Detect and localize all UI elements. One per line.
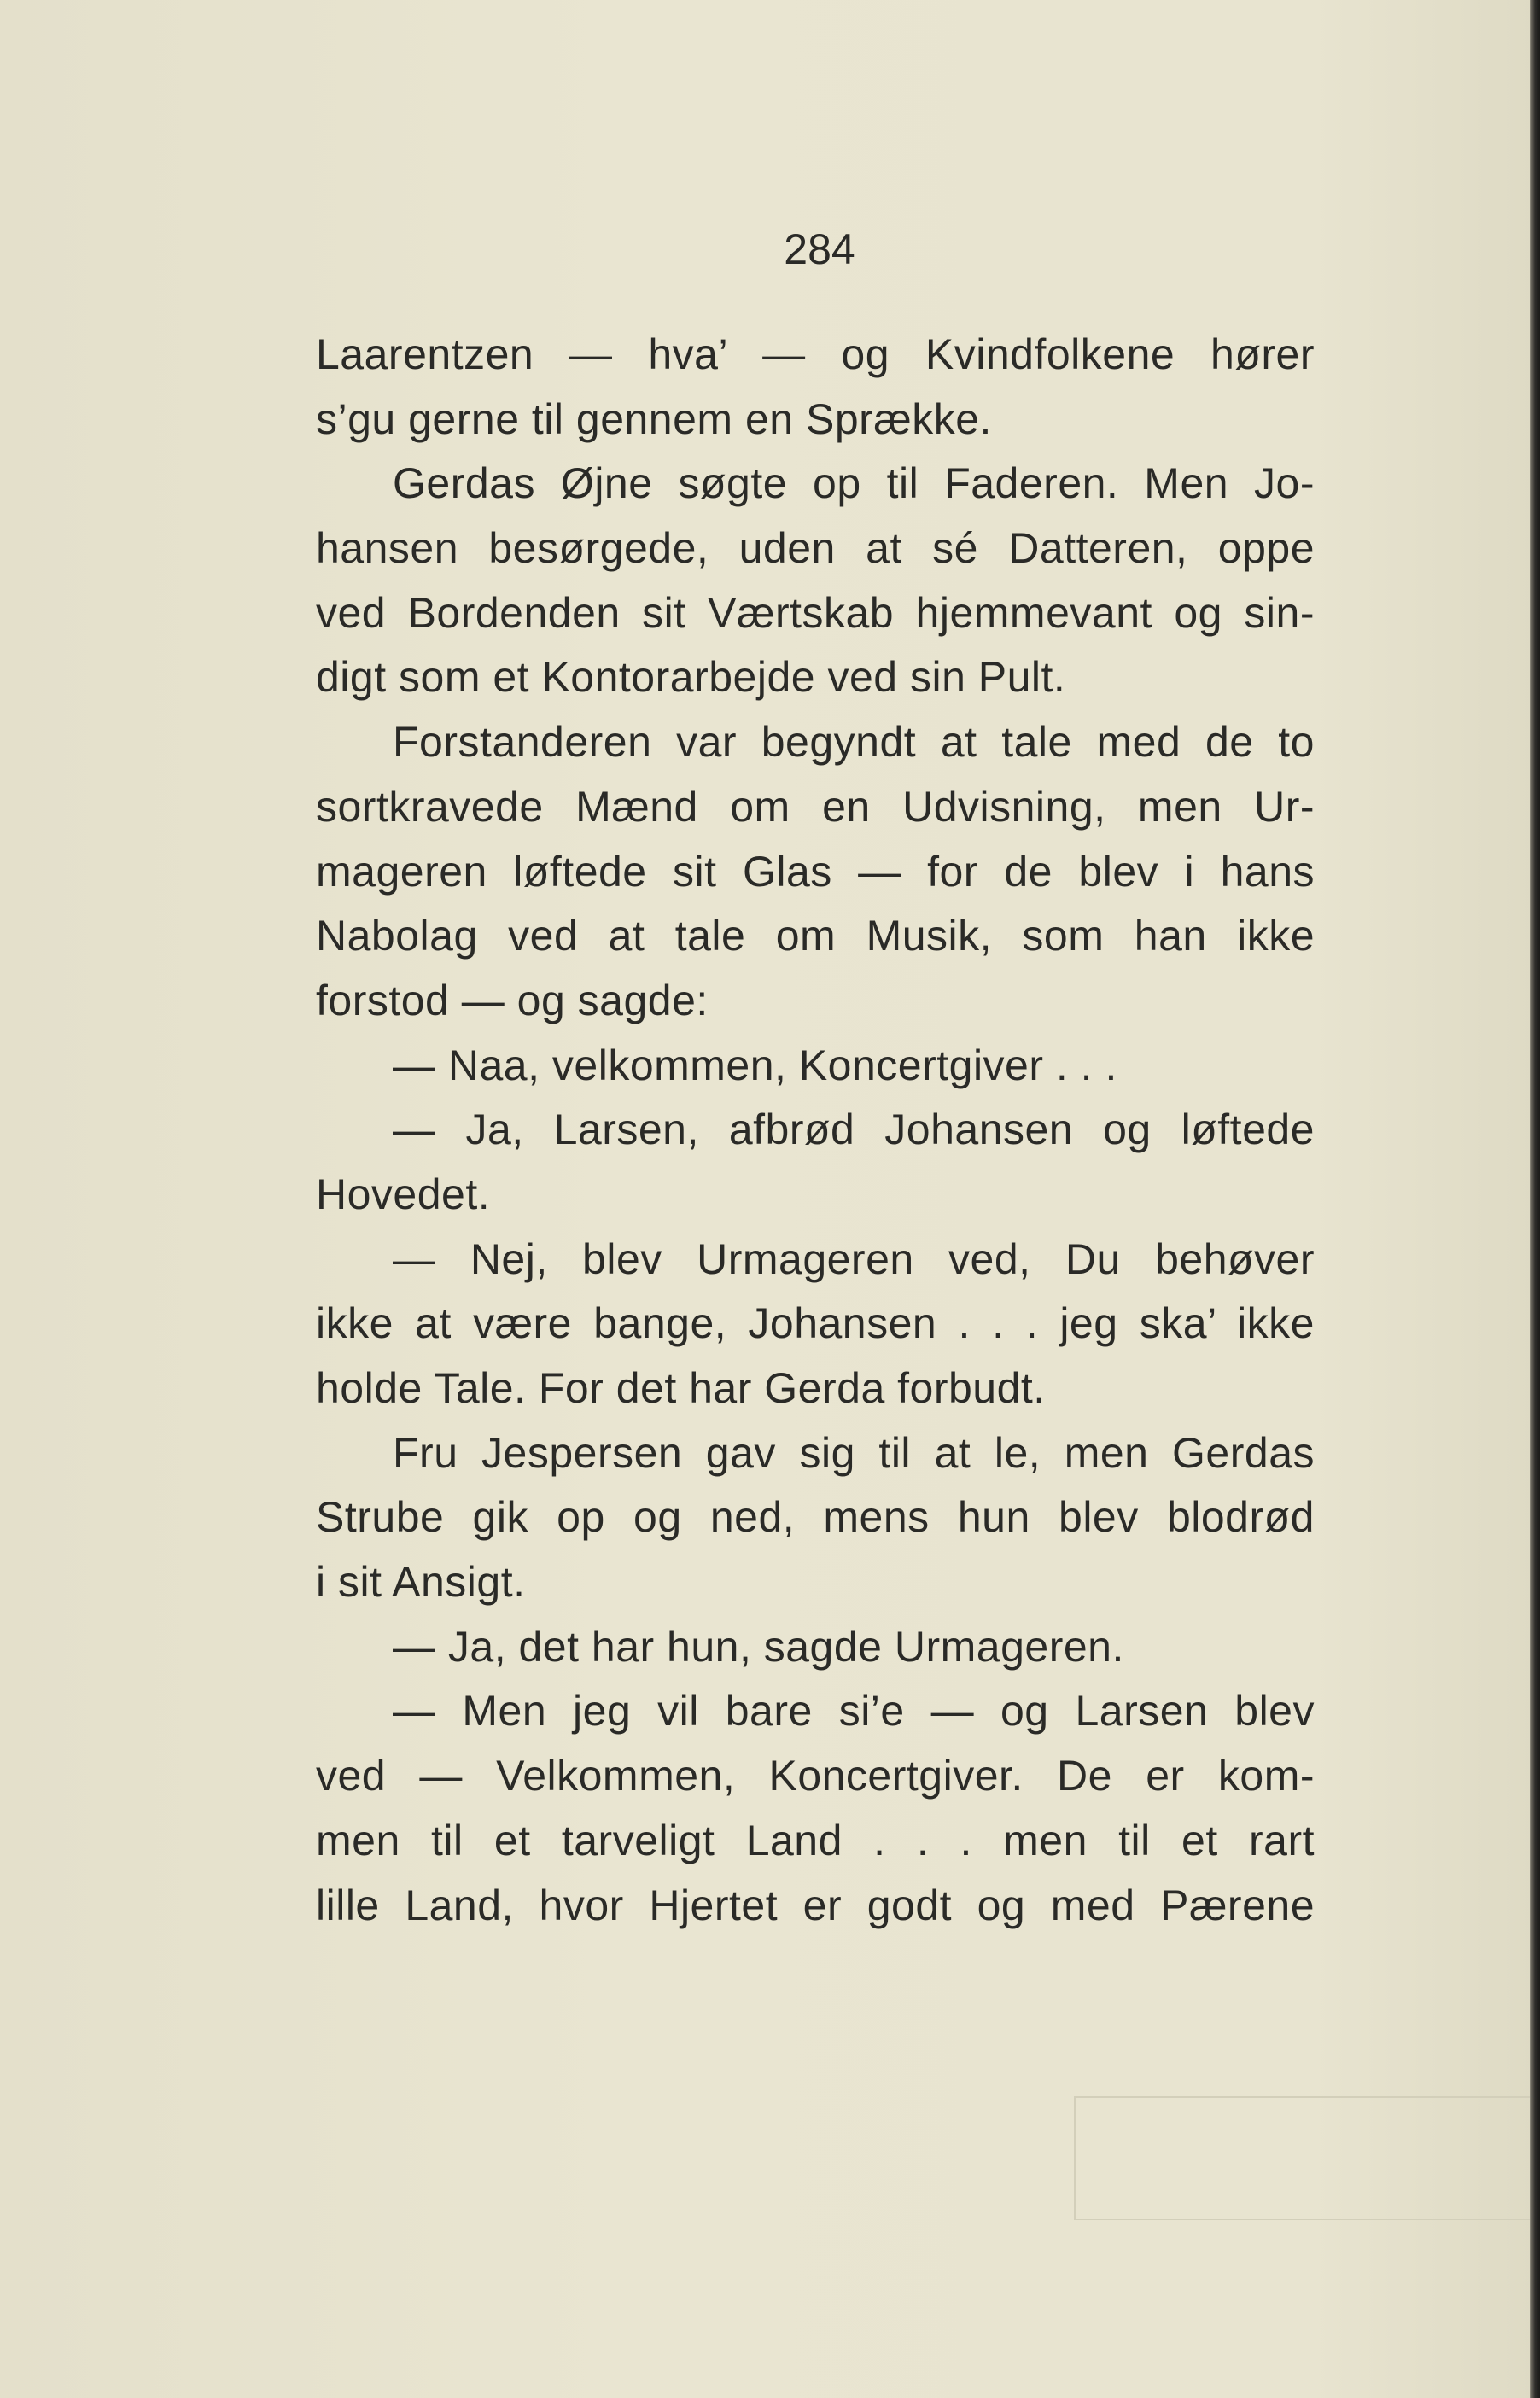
text-line: forstod — og sagde: (316, 976, 709, 1024)
text-line: Forstanderen var begyndt at tale med de to (393, 718, 1315, 767)
text-line: s’gu gerne til gennem en Sprække. (316, 394, 992, 443)
text-line: ved — Velkommen, Koncertgiver. De er kom- (316, 1752, 1315, 1800)
text-line: men til et tarveligt Land . . . men til et rart (316, 1816, 1315, 1864)
text-line: Strube gik op og ned, mens hun blev blodrød (316, 1493, 1315, 1542)
text-line: sortkravede Mænd om en Udvisning, men Ur- (316, 782, 1315, 831)
library-stamp-outline (1074, 2096, 1537, 2220)
page-number: 284 (784, 225, 855, 273)
text-line: Gerdas Øjne søgte op til Faderen. Men Jo- (393, 459, 1315, 508)
text-line: — Ja, det har hun, sagde Urmageren. (393, 1622, 1124, 1671)
text-line: hansen besørgede, uden at sé Datteren, oppe (316, 524, 1315, 573)
text-line: — Ja, Larsen, afbrød Johansen og løftede (393, 1106, 1315, 1154)
text-line: Laarentzen — hva’ — og Kvindfolkene hører (316, 330, 1315, 378)
text-line: digt som et Kontorarbejde ved sin Pult. (316, 653, 1066, 702)
text-line: — Nej, blev Urmageren ved, Du behøver (393, 1234, 1315, 1283)
text-line: Nabolag ved at tale om Musik, som han ikke (316, 912, 1315, 960)
text-line: i sit Ansigt. (316, 1558, 526, 1607)
text-line: ikke at være bange, Johansen . . . jeg ska’ ikke (316, 1299, 1315, 1348)
text-line: — Men jeg vil bare si’e — og Larsen blev (393, 1687, 1315, 1736)
page-edge (1530, 0, 1540, 2398)
text-line: mageren løftede sit Glas — for de blev i hans (316, 847, 1315, 896)
text-line: — Naa, velkommen, Koncertgiver . . . (393, 1041, 1117, 1089)
text-line: ved Bordenden sit Værtskab hjemmevant og sin- (316, 588, 1315, 637)
body-text (316, 323, 1315, 1938)
text-line: holde Tale. For det har Gerda forbudt. (316, 1364, 1046, 1412)
text-line: lille Land, hvor Hjertet er godt og med Pærene (316, 1881, 1315, 1929)
text-line: Fru Jespersen gav sig til at le, men Gerdas (393, 1428, 1315, 1477)
text-line: Hovedet. (316, 1170, 491, 1218)
